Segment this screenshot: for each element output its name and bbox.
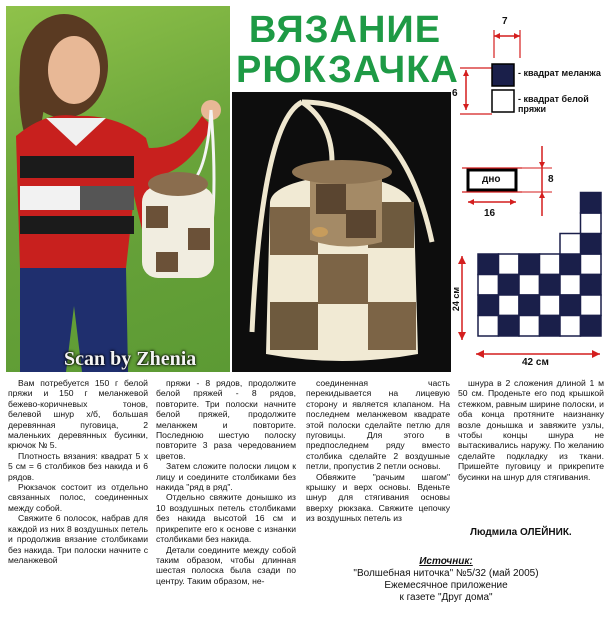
grid-square [519,316,540,337]
grid-square [499,254,520,275]
text-column-1 [8,378,148,565]
grid-square [478,295,499,316]
grid-square [499,275,520,296]
paragraph: шнура в 2 сложения длиной 1 м 50 см. Проденьте его под крышкой стежком, равным ширине полоски, и оба конца протяните наизнанку возле донышка и завяжите узлы, чтобы концы шнура не вытаскивались наружу. По желанию сделайте подкладку из ткани. Пришейте пуговицу и прикрепите бусинки на шнур для стягивания. [458,378,604,482]
legend-melange: - квадрат меланжа [518,68,601,78]
top-width-value: 7 [502,16,508,27]
grid-square [499,316,520,337]
paragraph: Обвяжите "рачьим шагом" крышку и верх основы. Вденьте шнур для стягивания основы вверху рюкзака. Свяжите цепочку из воздушных петель из [306,471,450,524]
grid-square [540,295,561,316]
paragraph: Детали соедините между собой таким образом, чтобы длинная шестая полоска была сзади по центру. Таким образом, не- [156,544,296,586]
square-height-value: 6 [452,88,458,99]
watermark: Scan by Zhenia [64,348,197,370]
text-column-3 [306,378,450,524]
title-line-1: ВЯЗАНИЕ [248,9,442,51]
grid-square [478,254,499,275]
title-line-2: РЮКЗАЧКА [236,49,459,91]
bottom-height-value: 8 [548,174,554,185]
grid-square [540,254,561,275]
grid-square [519,275,540,296]
paragraph: Рюкзачок состоит из отдельно связанных полос, соединенных между собой. [8,482,148,513]
body-width-value: 42 см [522,357,549,368]
grid-square [519,254,540,275]
paragraph: Отдельно свяжите донышко из 10 воздушных петель столбиками без накида высотой 16 см и прикрепите его к основе с изнанки столбиками без накида. [156,492,296,545]
page-title [236,9,459,91]
legend-white: - квадрат белой пряжи [518,94,589,114]
grid-square [581,254,602,275]
grid-square [540,275,561,296]
paragraph: Плотность вязания: квадрат 5 х 5 см = 6 столбиков без накида и 6 рядов. [8,450,148,482]
grid-square [581,275,602,296]
paragraph: Затем сложите полоски лицом к лицу и соедините столбиками без накида "ряд в ряд". [156,461,296,493]
grid-square [540,316,561,337]
paragraph: Свяжите 6 полосок, набрав для каждой из них 8 воздушных петель и продолжив вязание столбиками без накида. Три полоски начните с меланжевой [8,513,148,565]
backpack-illustration [232,92,451,372]
paragraph: пряжи - 8 рядов, продолжите белой пряжей - 8 рядов, повторите. Три полоски начните белой пряжей, продолжите меланжем и повторите. Последнюю шестую полоску повторите 3 раза чередованием цветов. [156,378,296,461]
grid-square [581,316,602,337]
body-height-value: 24 см [451,286,462,312]
source-line-3: к газете "Друг дома" [399,592,493,603]
source-line-2: Ежемесячное приложение [384,580,508,591]
grid-square [560,316,581,337]
grid-square [499,295,520,316]
grid-square [478,275,499,296]
author-name: Людмила ОЛЕЙНИК. [470,527,572,538]
source-heading: Источник: [419,556,473,567]
paragraph: Вам потребуется 150 г белой пряжи и 150 г меланжевой бежево-коричневых тонов, белевой шнур х/б, большая деревянная пуговица, 2 маленьких деревянных бусинки, крючок № 5. [8,378,148,451]
grid-square [560,234,581,255]
diagram-graphics [452,6,608,372]
photo-backpack-closeup [232,92,451,372]
pattern-diagram [452,6,608,372]
photo-woman-with-backpack [6,6,230,372]
source-block [316,556,576,604]
grid-square [581,234,602,255]
grid-square [519,295,540,316]
woman-illustration [6,6,230,372]
bottom-width-value: 16 [484,208,496,219]
grid-square [581,193,602,214]
bottom-label: дно [482,174,501,185]
grid-square [560,295,581,316]
grid-square [581,213,602,234]
paragraph: соединенная часть перекидывается на лицевую сторону и является клапаном. На последнем меланжевом квадрате этой полоски сделайте петлю для пуговицы. Для этого в предпоследнем ряду вместо столбика сделайте 2 воздушные петли, пропустив 2 петли основы. [306,378,450,472]
text-column-4 [458,378,604,482]
grid-square [560,254,581,275]
source-line-1: "Волшебная ниточка" №5/32 (май 2005) [353,568,539,579]
grid-square [581,295,602,316]
grid-square [478,316,499,337]
grid-square [560,275,581,296]
text-column-2 [156,378,296,586]
